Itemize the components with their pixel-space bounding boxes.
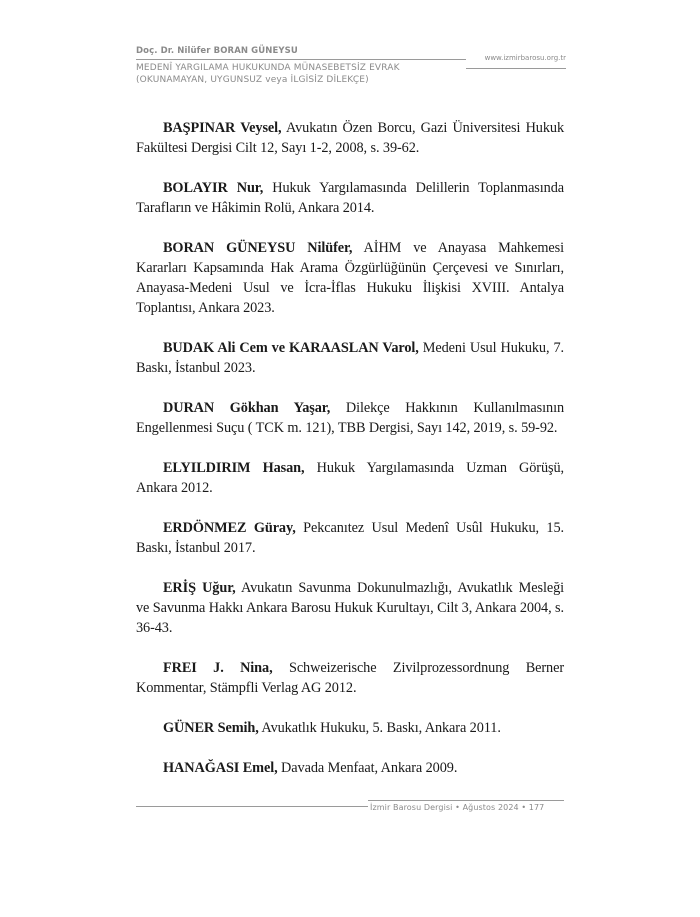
- bibliography-list: [136, 118, 564, 798]
- entry-author: DURAN Gökhan Yaşar,: [163, 400, 331, 416]
- header-article-title: [136, 62, 400, 86]
- footer-divider-right: [368, 800, 564, 801]
- entry-text: AİHM ve Anayasa Mahkemesi Kararları Kapsamında Hak Arama Özgürlüğünün Çerçevesi ve Sınırları, Anayasa-Medeni Usul ve İcra-İflas Hukuku İlişkisi XVIII. Antalya Toplantısı, Ankara 2023.: [136, 240, 564, 316]
- entry-text: Medeni Usul Hukuku, 7. Baskı, İstanbul 2023.: [136, 340, 564, 376]
- bibliography-entry: [136, 178, 564, 218]
- entry-text: Hukuk Yargılamasında Delillerin Toplanmasında Tarafların ve Hâkimin Rolü, Ankara 2014.: [136, 180, 564, 216]
- bibliography-entry: [136, 518, 564, 558]
- bibliography-entry: [136, 398, 564, 438]
- header-divider-right: [466, 68, 566, 69]
- bibliography-entry: [136, 458, 564, 498]
- header-url[interactable]: www.izmirbarosu.org.tr: [484, 54, 566, 62]
- entry-text: Pekcanıtez Usul Medenî Usûl Hukuku, 15. Baskı, İstanbul 2017.: [136, 520, 564, 556]
- footer-journal-info: İzmir Barosu Dergisi • Ağustos 2024 • 177: [370, 803, 545, 812]
- footer-divider: [136, 806, 368, 807]
- entry-text: Avukatlık Hukuku, 5. Baskı, Ankara 2011.: [258, 720, 501, 736]
- entry-text: Davada Menfaat, Ankara 2009.: [277, 760, 458, 776]
- entry-author: BUDAK Ali Cem ve KARAASLAN Varol,: [163, 340, 419, 356]
- entry-author: ERİŞ Uğur,: [163, 580, 236, 596]
- bibliography-entry: [136, 578, 564, 638]
- entry-text: Schweizerische Zivilprozessordnung Berner Kommentar, Stämpfli Verlag AG 2012.: [136, 660, 565, 696]
- header-author: Doç. Dr. Nilüfer BORAN GÜNEYSU: [136, 46, 298, 56]
- entry-author: GÜNER Semih,: [163, 720, 259, 736]
- bibliography-entry: [136, 118, 564, 158]
- header-title-line-2: (OKUNAMAYAN, UYGUNSUZ veya İLGİSİZ DİLEKÇE): [136, 75, 369, 85]
- entry-author: BORAN GÜNEYSU Nilüfer,: [163, 240, 353, 256]
- bibliography-entry: [136, 658, 564, 698]
- bibliography-entry: [136, 338, 564, 378]
- entry-text: Avukatın Savunma Dokunulmazlığı, Avukatlık Mesleği ve Savunma Hakkı Ankara Barosu Hukuk Kurultayı, Cilt 3, Ankara 2004, s. 36-43.: [136, 580, 565, 636]
- entry-author: BOLAYIR Nur,: [163, 180, 264, 196]
- header-divider: [136, 59, 466, 60]
- entry-text: Avukatın Özen Borcu, Gazi Üniversitesi Hukuk Fakültesi Dergisi Cilt 12, Sayı 1-2, 2008, s. 39-62.: [136, 120, 564, 156]
- bibliography-entry: [136, 238, 564, 318]
- entry-author: ERDÖNMEZ Güray,: [163, 520, 296, 536]
- header-title-line-1: MEDENÎ YARGILAMA HUKUKUNDA MÜNASEBETSİZ EVRAK: [136, 63, 400, 73]
- entry-author: BAŞPINAR Veysel,: [163, 120, 282, 136]
- entry-text: Dilekçe Hakkının Kullanılmasının Engellenmesi Suçu ( TCK m. 121), TBB Dergisi, Sayı 142, 2019, s. 59-92.: [136, 400, 564, 436]
- entry-author: FREI J. Nina,: [163, 660, 273, 676]
- bibliography-entry: [136, 758, 564, 778]
- entry-author: HANAĞASI Emel,: [163, 760, 278, 776]
- bibliography-entry: [136, 718, 564, 738]
- entry-text: Hukuk Yargılamasında Uzman Görüşü, Ankara 2012.: [136, 460, 564, 496]
- entry-author: ELYILDIRIM Hasan,: [163, 460, 305, 476]
- running-header: [136, 46, 566, 94]
